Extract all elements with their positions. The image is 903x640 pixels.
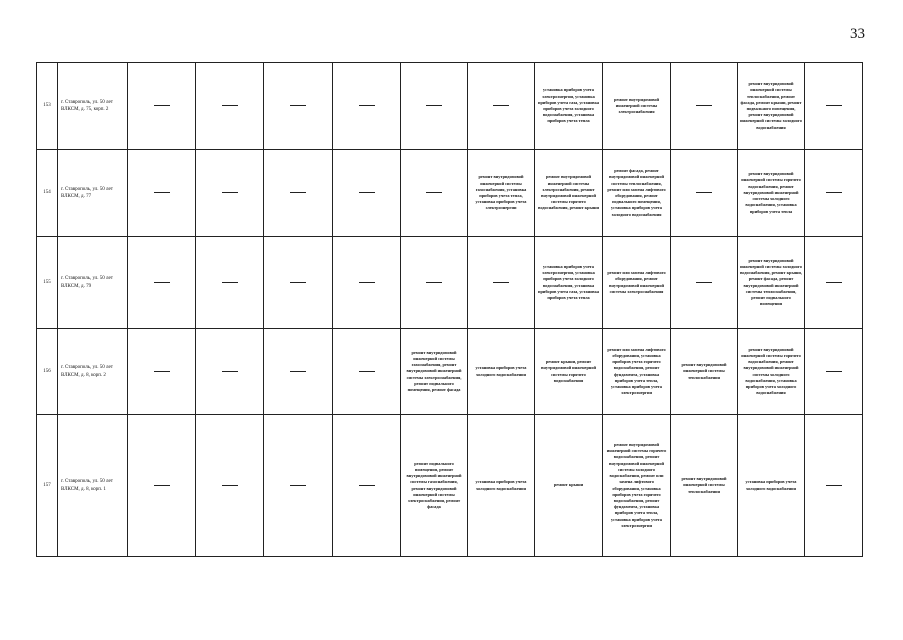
empty-cell	[128, 63, 196, 150]
dash-mark	[359, 282, 375, 283]
work-cell: ремонт внутридомовой инженерной системы горячего водоснабжения, ремонт внутридомовой инженерной системы холодного водоснабжения, установка приборов учета тепла	[738, 150, 805, 237]
work-cell: ремонт внутридомовой инженерной системы газоснабжения, ремонт внутридомовой инженерной системы электроснабжения, ремонт подвального помещения, ремонт фасада	[401, 329, 468, 415]
dash-mark	[222, 105, 238, 106]
empty-cell	[196, 237, 264, 329]
work-cell: ремонт внутридомовой инженерной системы электроснабжения, ремонт внутридомовой инженерной системы горячего водоснабжения, ремонт крыши	[535, 150, 603, 237]
row-number: 157	[37, 415, 58, 557]
work-cell: ремонт внутридомовой инженерной системы горячего водоснабжения, ремонт внутридомовой инженерной системы холодного водоснабжения, установка приборов учета холодного водоснабжения	[738, 329, 805, 415]
table-row	[37, 415, 863, 557]
dash-mark	[826, 485, 842, 486]
dash-mark	[290, 192, 306, 193]
row-number: 153	[37, 63, 58, 150]
dash-mark	[222, 192, 238, 193]
dash-mark	[154, 371, 170, 372]
dash-mark	[359, 105, 375, 106]
dash-mark	[696, 282, 712, 283]
dash-mark	[493, 282, 509, 283]
empty-cell	[468, 237, 535, 329]
empty-cell	[671, 150, 738, 237]
dash-mark	[154, 485, 170, 486]
empty-cell	[805, 329, 863, 415]
table-row	[37, 150, 863, 237]
empty-cell	[333, 329, 401, 415]
table-row	[37, 329, 863, 415]
row-number: 154	[37, 150, 58, 237]
work-cell: ремонт подвального помещения, ремонт внутридомовой инженерной системы газоснабжения, ремонт внутридомовой инженерной системы электроснабжения, ремонт фасада	[401, 415, 468, 557]
empty-cell	[401, 63, 468, 150]
page-number: 33	[850, 26, 865, 42]
empty-cell	[264, 329, 333, 415]
empty-cell	[333, 237, 401, 329]
address-cell	[58, 63, 128, 150]
dash-mark	[290, 105, 306, 106]
empty-cell	[671, 237, 738, 329]
dash-mark	[290, 485, 306, 486]
empty-cell	[805, 63, 863, 150]
address-cell	[58, 150, 128, 237]
work-cell: установка приборов учета холодного водоснабжения	[468, 415, 535, 557]
empty-cell	[264, 415, 333, 557]
dash-mark	[359, 371, 375, 372]
address-cell	[58, 237, 128, 329]
empty-cell	[196, 329, 264, 415]
empty-cell	[128, 329, 196, 415]
repair-schedule-table	[36, 62, 863, 557]
work-cell: ремонт внутридомовой инженерной системы электроснабжения	[603, 63, 671, 150]
address-line: г. Ставрополь, ул. 50 лет	[61, 276, 113, 281]
empty-cell	[128, 415, 196, 557]
address-line: ВЛКСМ, д. 8, корп. 2	[61, 372, 106, 378]
dash-mark	[154, 105, 170, 106]
dash-mark	[493, 105, 509, 106]
work-cell: установка приборов учета электроэнергии, установка приборов учета газа, установка приборов учета холодного водоснабжения, установка приборов учета тепла	[535, 63, 603, 150]
work-cell: установка приборов учета холодного водоснабжения	[468, 329, 535, 415]
row-number: 155	[37, 237, 58, 329]
work-cell: ремонт или замена лифтового оборудования, установка приборов учета горячего водоснабжения, ремонт фундамента, установка приборов учета тепла, установка приборов учета электроэнергии	[603, 329, 671, 415]
empty-cell	[805, 415, 863, 557]
table-row	[37, 63, 863, 150]
work-cell: установка приборов учета электроэнергии, установка приборов учета холодного водоснабжения, установка приборов учета газа, установка приборов учета тепла	[535, 237, 603, 329]
work-cell: ремонт крыши, ремонт внутридомовой инженерной системы горячего водоснабжения	[535, 329, 603, 415]
dash-mark	[359, 192, 375, 193]
dash-mark	[359, 485, 375, 486]
address-line: г. Ставрополь, ул. 50 лет	[61, 479, 113, 484]
address-line: г. Ставрополь, ул. 50 лет	[61, 365, 113, 370]
empty-cell	[333, 63, 401, 150]
dash-mark	[426, 105, 442, 106]
dash-mark	[696, 192, 712, 193]
work-cell: ремонт внутридомовой инженерной системы теплоснабжения, ремонт фасада, ремонт крыши, ремонт подвального помещения, ремонт внутридомовой инженерной системы холодного водоснабжения	[738, 63, 805, 150]
work-cell: ремонт внутридомовой инженерной системы теплоснабжения	[671, 415, 738, 557]
empty-cell	[128, 150, 196, 237]
address-cell	[58, 415, 128, 557]
empty-cell	[128, 237, 196, 329]
dash-mark	[290, 282, 306, 283]
address-cell	[58, 329, 128, 415]
empty-cell	[468, 63, 535, 150]
address-line: г. Ставрополь, ул. 50 лет	[61, 99, 113, 105]
address-line: г. Ставрополь, ул. 50 лет	[61, 186, 113, 192]
empty-cell	[401, 150, 468, 237]
dash-mark	[426, 192, 442, 193]
work-cell: установка приборов учета холодного водоснабжения	[738, 415, 805, 557]
empty-cell	[196, 150, 264, 237]
empty-cell	[333, 150, 401, 237]
address-line: ВЛКСМ, д. 77	[61, 194, 92, 199]
dash-mark	[826, 192, 842, 193]
dash-mark	[696, 105, 712, 106]
empty-cell	[264, 63, 333, 150]
empty-cell	[671, 63, 738, 150]
table-body	[37, 63, 863, 557]
work-cell: ремонт внутридомовой инженерной системы газоснабжения, установка приборов учета тепла, установка приборов учета электроэнергии	[468, 150, 535, 237]
dash-mark	[222, 371, 238, 372]
empty-cell	[401, 237, 468, 329]
dash-mark	[154, 192, 170, 193]
work-cell: ремонт фасада, ремонт внутридомовой инженерной системы теплоснабжения, ремонт или замена лифтового оборудования, ремонт подвального помещения, установка приборов учета холодного водоснабжения	[603, 150, 671, 237]
empty-cell	[196, 63, 264, 150]
dash-mark	[222, 485, 238, 486]
empty-cell	[805, 150, 863, 237]
dash-mark	[290, 371, 306, 372]
empty-cell	[333, 415, 401, 557]
dash-mark	[426, 282, 442, 283]
work-cell: ремонт крыши	[535, 415, 603, 557]
dash-mark	[826, 371, 842, 372]
work-cell: ремонт внутридомовой инженерной системы горячего водоснабжения, ремонт внутридомовой инженерной системы холодного водоснабжения, ремонт или замена лифтового оборудования, установка приборов учета горячего водоснабжения, ремонт фундамента, установка приборов учета тепла, установка приборов учета электроэнергии	[603, 415, 671, 557]
empty-cell	[264, 150, 333, 237]
dash-mark	[826, 282, 842, 283]
table-row	[37, 237, 863, 329]
dash-mark	[826, 105, 842, 106]
work-cell: ремонт внутридомовой инженерной системы холодного водоснабжения, ремонт крыши, ремонт фасада, ремонт внутридомовой инженерной системы теплоснабжения, ремонт подвального помещения	[738, 237, 805, 329]
empty-cell	[264, 237, 333, 329]
work-cell: ремонт или замена лифтового оборудования, ремонт внутридомовой инженерной системы электроснабжения	[603, 237, 671, 329]
address-line: ВЛКСМ, д. 8, корп. 1	[61, 486, 106, 492]
work-cell: ремонт внутридомовой инженерной системы теплоснабжения	[671, 329, 738, 415]
address-line: ВЛКСМ, д. 75, корп. 2	[61, 107, 109, 112]
row-number: 156	[37, 329, 58, 415]
empty-cell	[805, 237, 863, 329]
address-line: ВЛКСМ, д. 79	[61, 283, 92, 289]
empty-cell	[196, 415, 264, 557]
dash-mark	[222, 282, 238, 283]
dash-mark	[154, 282, 170, 283]
